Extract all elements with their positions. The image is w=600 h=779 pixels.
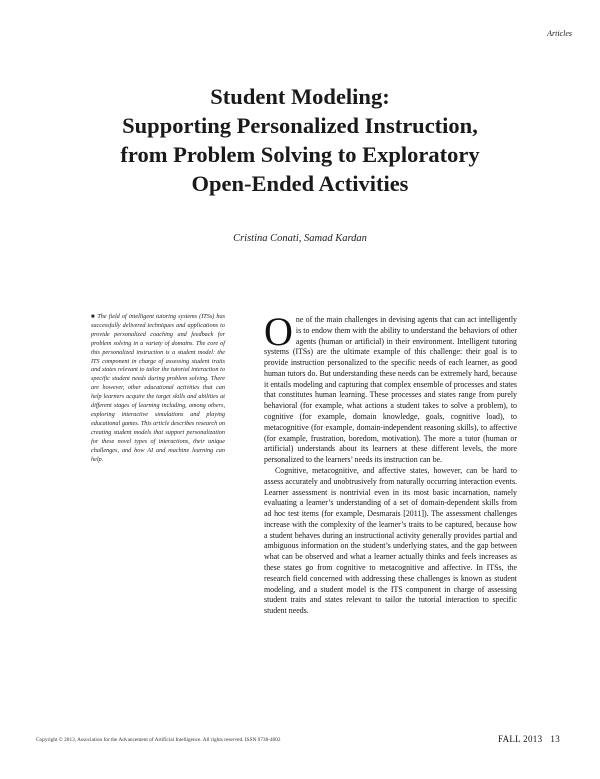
page-number: 13 — [550, 734, 560, 744]
abstract-marker-icon: ■ — [91, 314, 96, 320]
copyright-notice: Copyright © 2013, Association for the Advancement of Artificial Intelligence. All rights reserved. ISSN 0738-4602 — [36, 737, 281, 743]
drop-cap: O — [264, 309, 293, 354]
body-text — [264, 309, 517, 617]
title-line-3: from Problem Solving to Exploratory — [120, 142, 480, 167]
body-paragraph-1-text: ne of the main challenges in devising agents that can act intelligently is to endow them with the ability to understand the behaviors of other agents (human or artificial) in their environment. Intelligent tutoring systems (ITSs) are the ultimate example of this challenge: their goal is to provide instruction personalized to the specific needs of each learner, as good human tutors do. But understanding these needs can be extremely hard, because it entails modeling and capturing that complex ensemble of processes and states that constitutes human learning. These processes and states range from purely behavioral (for example, what actions a student takes to solve a problem), to cognitive (for example, domain knowledge, goals, cognitive load), to metacognitive (for example, domain-independent reasoning skills), to affective (for example, frustration, boredom, motivation). The more a tutor (human or artificial) understands about its learners at these different levels, the more personalized to the learners’ needs its instruction can be. — [264, 315, 517, 465]
title-line-4: Open-Ended Activities — [191, 171, 409, 196]
issue-date: FALL 2013 — [497, 734, 543, 744]
title-line-1: Student Modeling: — [210, 84, 390, 109]
article-title — [40, 82, 560, 198]
issue-info — [498, 734, 560, 744]
body-paragraph-1 — [264, 309, 517, 466]
body-paragraph-2: Cognitive, metacognitive, and affective states, however, can be hard to assess accurately and unobtrusively from naturally occurring interaction events. Learner assessment is nontrivial even in its most basic incarnation, namely evaluating a learner’s understanding of a set of domain-dependent skills from ad hoc test items (for example, Desmarais [2011]). The assessment challenges increase with the complexity of the learner’s traits to be captured, because how a student behaves during an instructional activity generally provides partial and ambiguous information on the student’s underlying states, and the gap between what can be observed and what a learner actually thinks and feels increases as these states go from cognitive to metacognitive and affective. In ITSs, the research field concerned with addressing these challenges is known as student modeling, and a student model is the ITS component in charge of assessing student traits and states relevant to tailor the tutorial interaction to specific student needs. — [264, 465, 517, 616]
section-label: Articles — [547, 29, 572, 38]
abstract-text: The field of intelligent tutoring systems (ITSs) has successfully delivered techniques and applications to provide personalized coaching and feedback for problem solving in a variety of domains. The core of this personalized instruction is a student model: the ITS component in charge of assessing student traits and states relevant to tailor the tutorial interaction to specific student needs during problem solving. There are however, other educational activities that can help learners acquire the target skills and abilities at different stages of learning including, among others, exploring interactive simulations and playing educational games. This article describes research on creating student models that support personalization for these novel types of interactions, their unique challenges, and how AI and machine learning can help. — [91, 313, 226, 463]
authors: Cristina Conati, Samad Kardan — [233, 233, 367, 244]
title-line-2: Supporting Personalized Instruction, — [122, 113, 478, 138]
abstract — [91, 313, 225, 464]
